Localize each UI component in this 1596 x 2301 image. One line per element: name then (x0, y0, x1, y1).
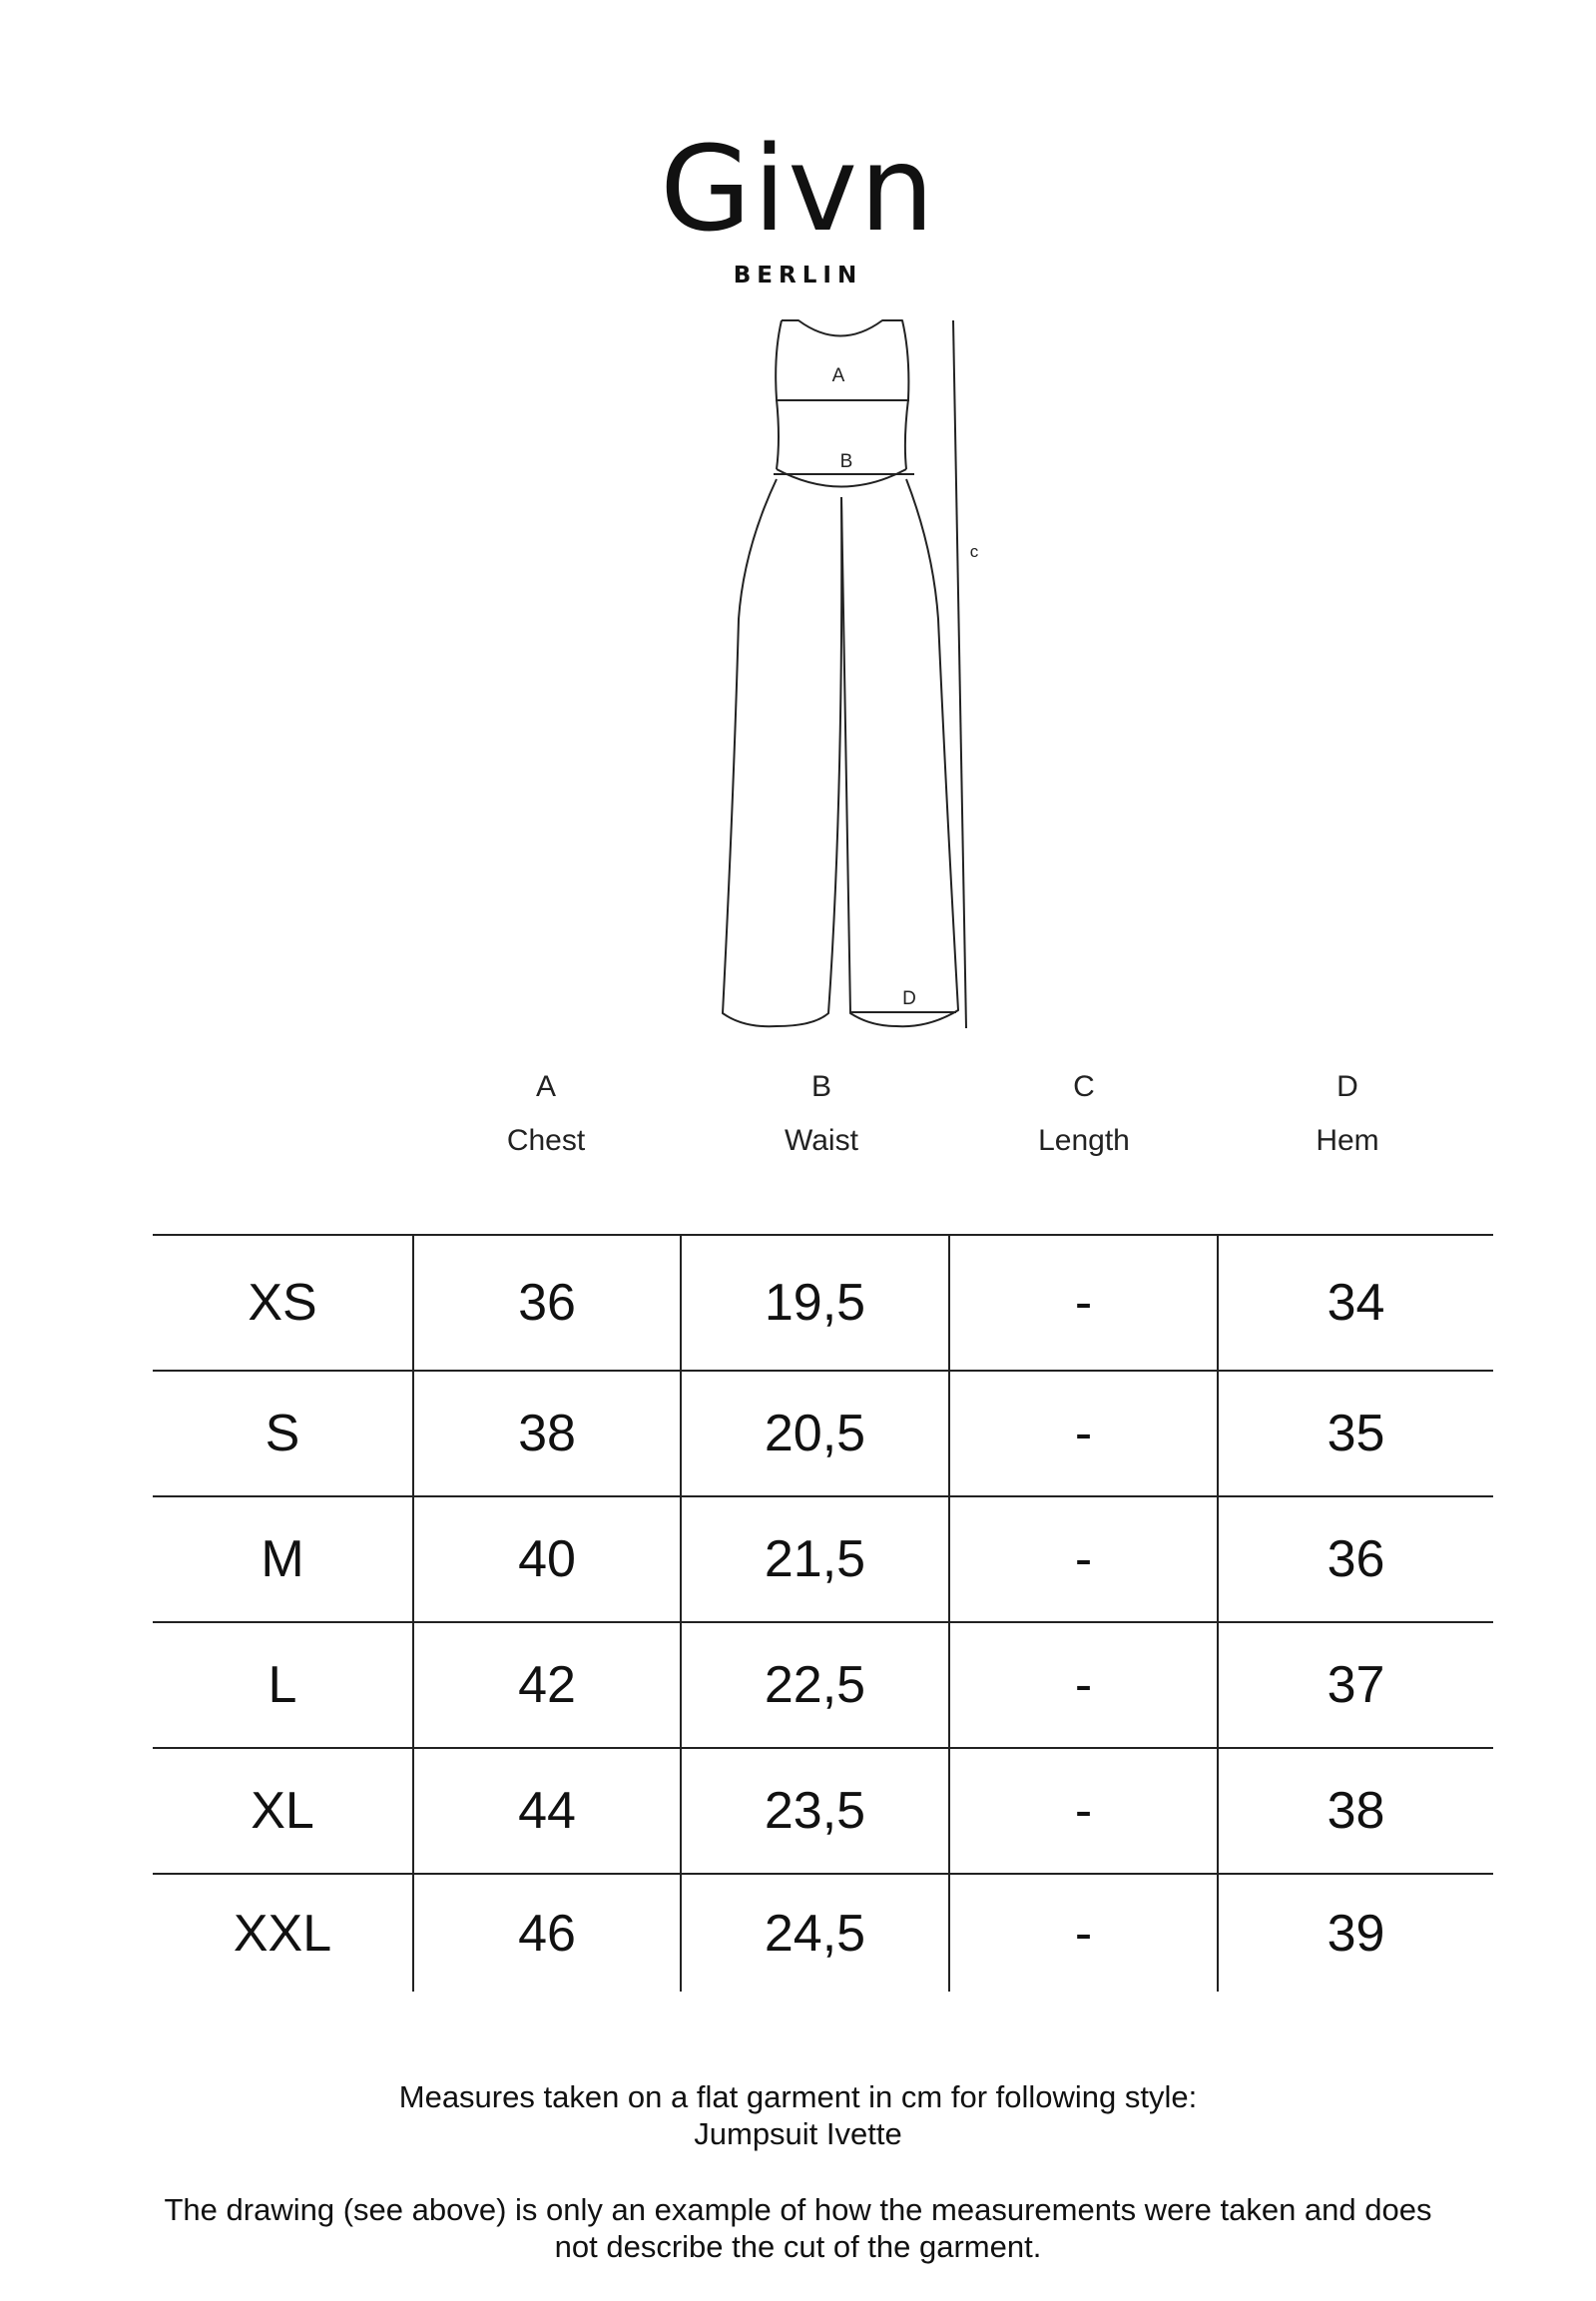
size-cell: L (267, 1656, 297, 1714)
waist-cell: 20,5 (681, 1371, 949, 1496)
hem-cell: 34 (1218, 1235, 1493, 1371)
table-row (153, 1874, 1493, 1992)
table-row (153, 1371, 1493, 1496)
table-row (153, 1748, 1493, 1874)
size-cell: M (261, 1530, 304, 1588)
size-chart-table (153, 1234, 1493, 1992)
waist-cell: 22,5 (681, 1622, 949, 1748)
hem-cell: 39 (1218, 1874, 1493, 1992)
chest-cell: 40 (413, 1496, 681, 1622)
jumpsuit-drawing (0, 0, 1596, 1058)
chest-cell: 42 (413, 1622, 681, 1748)
style-name: Jumpsuit Ivette (694, 2116, 902, 2151)
length-cell: - (949, 1371, 1218, 1496)
chest-cell: 46 (413, 1874, 681, 1992)
table-row (153, 1496, 1493, 1622)
length-cell: - (949, 1748, 1218, 1874)
chest-cell: 36 (413, 1235, 681, 1371)
column-name-length: Length (1038, 1124, 1130, 1157)
hem-cell: 35 (1218, 1371, 1493, 1496)
chest-cell: 44 (413, 1748, 681, 1874)
waist-cell: 24,5 (681, 1874, 949, 1992)
hem-cell: 36 (1218, 1496, 1493, 1622)
disclaimer-line-1: The drawing (see above) is only an example of how the measurements were taken and does (164, 2192, 1432, 2227)
length-cell: - (949, 1622, 1218, 1748)
length-cell: - (949, 1235, 1218, 1371)
hem-cell: 38 (1218, 1748, 1493, 1874)
column-letter-d: D (1336, 1070, 1358, 1103)
label-d: D (902, 988, 916, 1009)
brand-logo: Givn (660, 120, 936, 258)
size-cell: XL (251, 1782, 314, 1840)
column-name-chest: Chest (506, 1124, 586, 1157)
size-cell: XXL (233, 1904, 332, 1963)
chest-cell: 38 (413, 1371, 681, 1496)
brand-city: BERLIN (733, 263, 863, 288)
waist-cell: 21,5 (681, 1496, 949, 1622)
column-letter-a: A (535, 1070, 556, 1103)
table-row (153, 1622, 1493, 1748)
length-cell: - (949, 1496, 1218, 1622)
length-cell: - (949, 1874, 1218, 1992)
label-c: c (969, 542, 979, 561)
measure-note: Measures taken on a flat garment in cm for following style: (398, 2079, 1198, 2114)
table-row (153, 1235, 1493, 1371)
column-name-waist: Waist (785, 1124, 858, 1157)
size-cell: S (265, 1405, 300, 1462)
waist-cell: 23,5 (681, 1748, 949, 1874)
waist-cell: 19,5 (681, 1235, 949, 1371)
hem-cell: 37 (1218, 1622, 1493, 1748)
column-letter-b: B (810, 1070, 831, 1103)
size-cell: XS (248, 1274, 317, 1332)
column-letter-c: C (1073, 1070, 1095, 1103)
label-a: A (831, 365, 845, 386)
disclaimer-line-2: not describe the cut of the garment. (554, 2229, 1042, 2264)
label-b: B (839, 451, 853, 472)
column-name-hem: Hem (1316, 1124, 1379, 1157)
